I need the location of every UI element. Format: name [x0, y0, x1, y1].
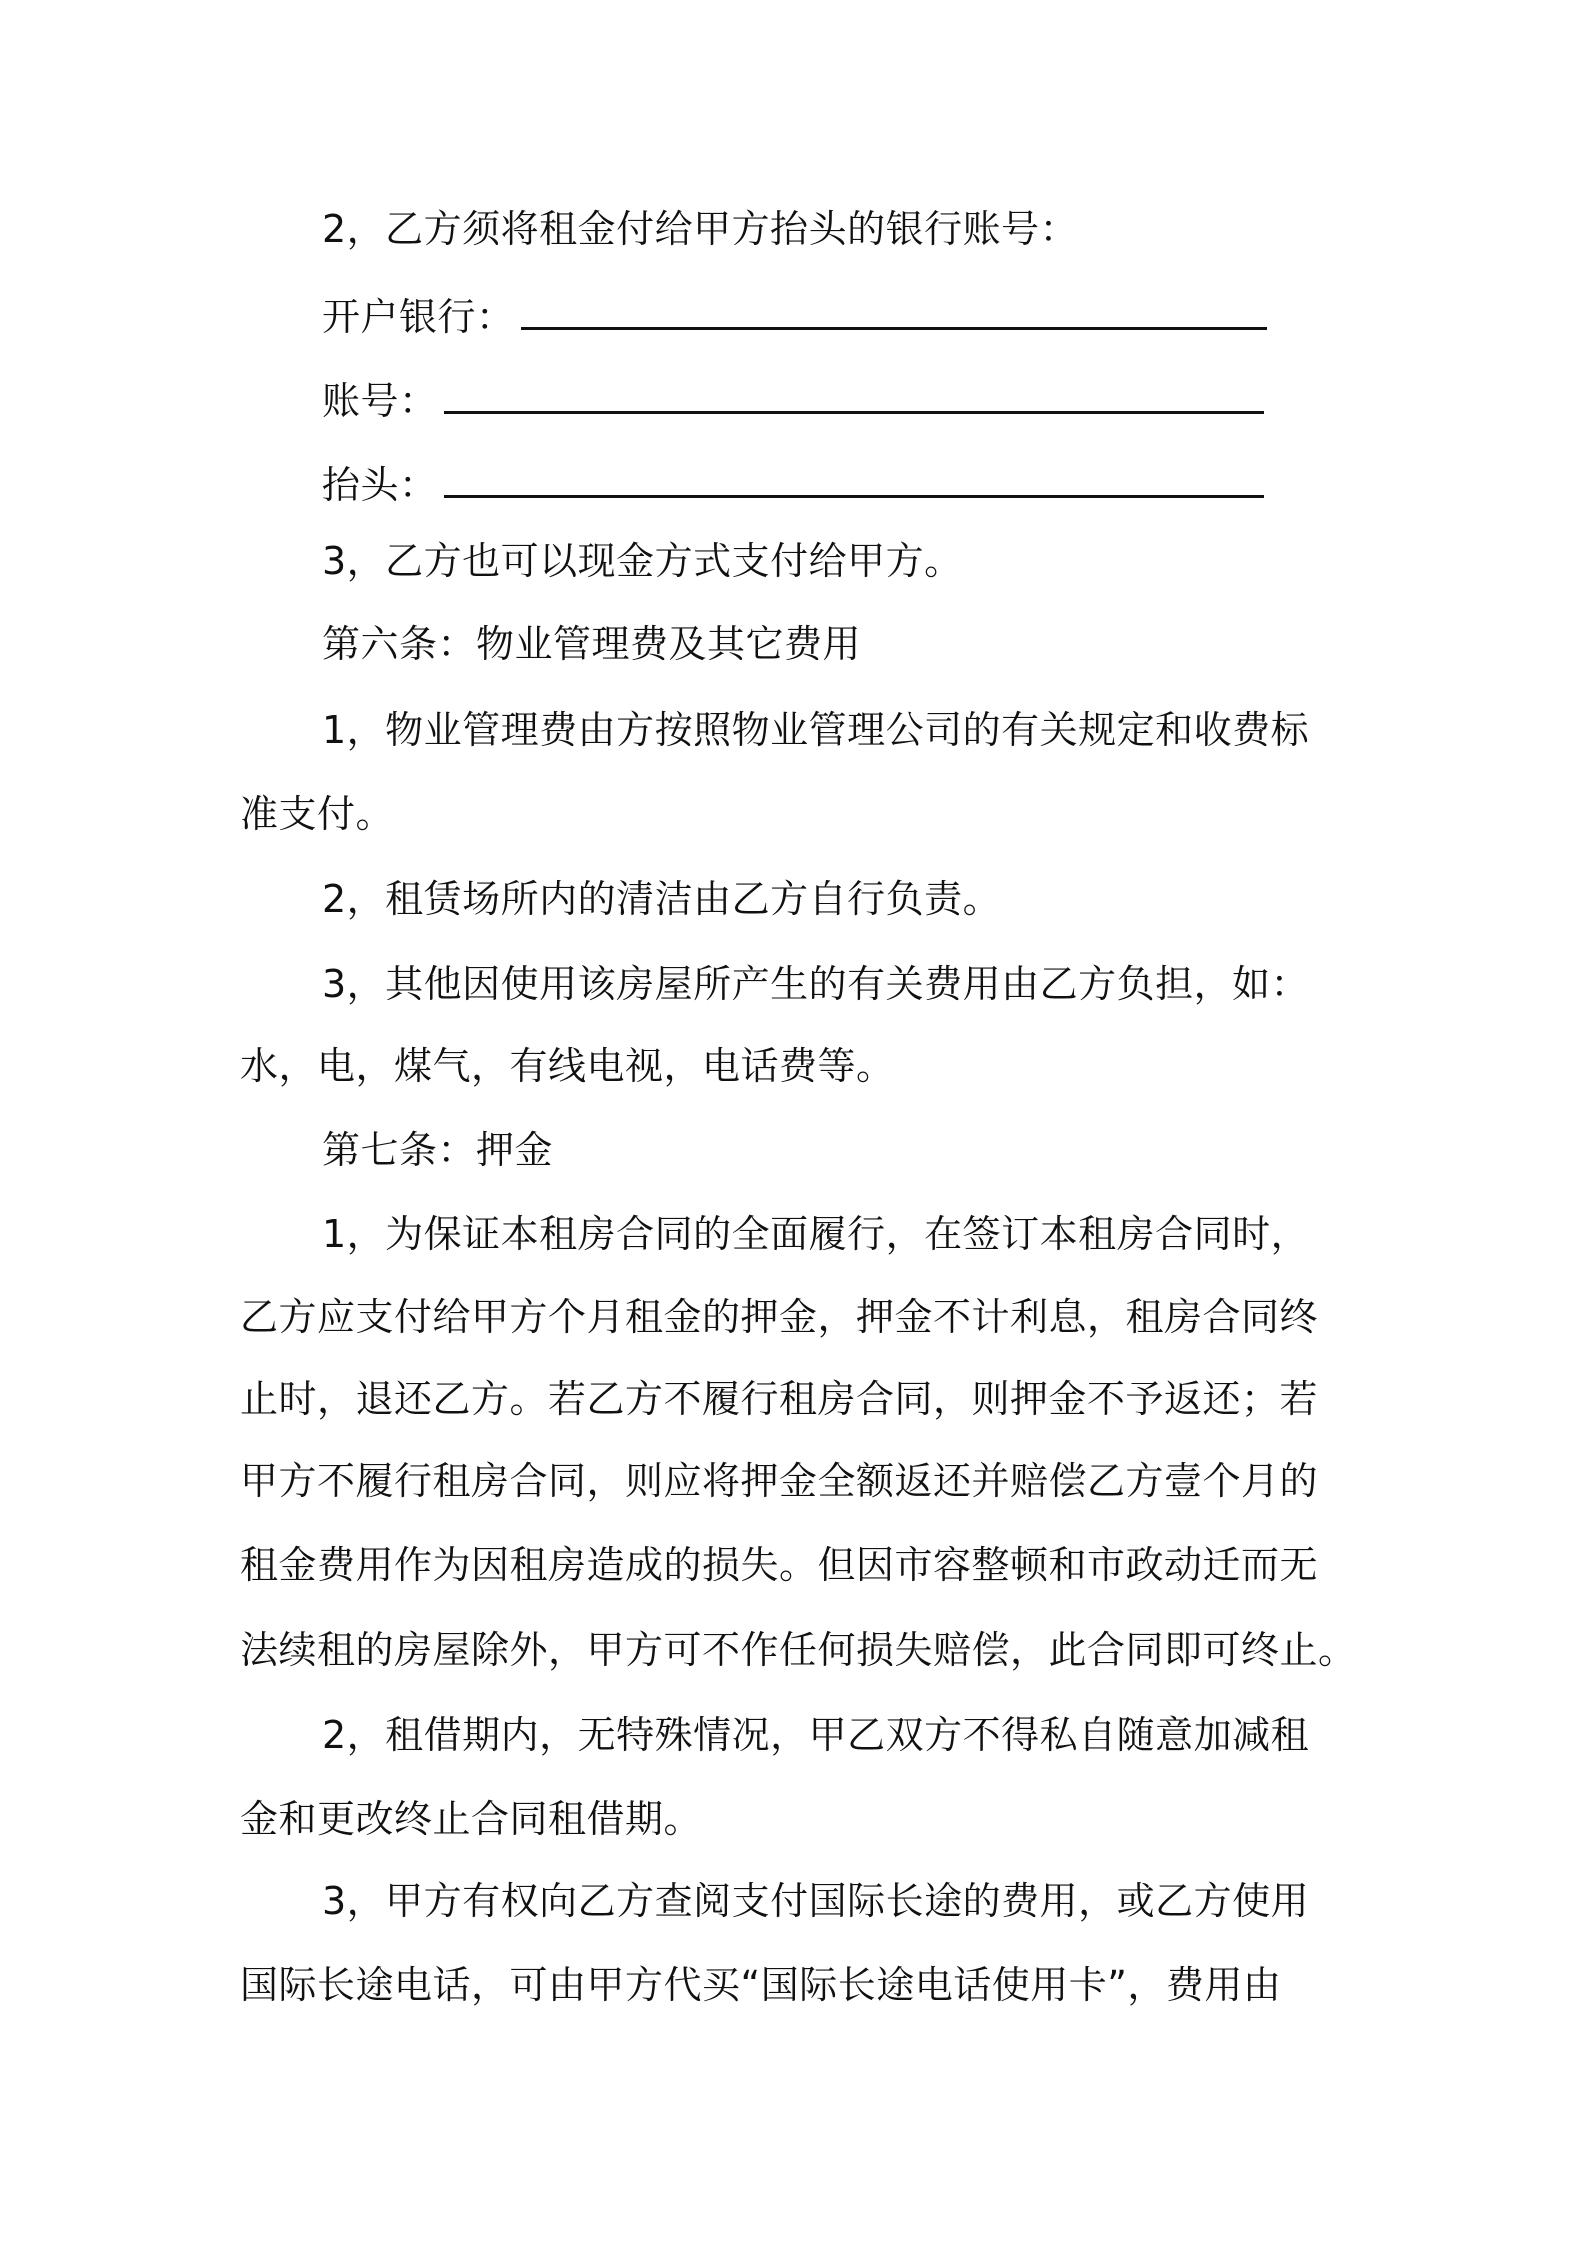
bank-blank	[521, 297, 1267, 330]
account-field	[322, 377, 1442, 425]
article-6-item-2: 2，租赁场所内的清洁由乙方自行负责。	[322, 877, 1002, 921]
article-7-item-2-line-1: 2，租借期内，无特殊情况，甲乙双方不得私自随意加减租	[322, 1713, 1310, 1757]
bank-label: 开户银行：	[322, 295, 515, 339]
article-7-item-1-line-1: 1，为保证本租房合同的全面履行，在签订本租房合同时，	[322, 1212, 1310, 1256]
article-6-item-3-line-2: 水，电，煤气，有线电视，电话费等。	[240, 1044, 895, 1088]
clause-5-item-2: 2，乙方须将租金付给甲方抬头的银行账号：	[322, 207, 1079, 251]
article-6-heading: 第六条：物业管理费及其它费用	[322, 622, 862, 666]
article-6-item-1-line-1: 1，物业管理费由方按照物业管理公司的有关规定和收费标	[322, 708, 1310, 752]
article-6-item-1-line-2: 准支付。	[240, 792, 395, 836]
article-7-item-1-line-6: 法续租的房屋除外，甲方可不作任何损失赔偿，此合同即可终止。	[240, 1628, 1357, 1672]
article-7-item-2-line-2: 金和更改终止合同租借期。	[240, 1797, 703, 1841]
article-7-item-3-line-1: 3，甲方有权向乙方查阅支付国际长途的费用，或乙方使用	[322, 1879, 1310, 1923]
account-label: 账号：	[322, 379, 438, 423]
account-blank	[444, 381, 1264, 414]
bank-field	[322, 293, 1442, 341]
article-7-item-1-line-5: 租金费用作为因租房造成的损失。但因市容整顿和市政动迁而无	[240, 1543, 1319, 1587]
article-7-item-1-line-3: 止时，退还乙方。若乙方不履行租房合同，则押金不予返还；若	[240, 1377, 1319, 1421]
payee-field	[322, 461, 1442, 509]
article-6-item-3-line-1: 3，其他因使用该房屋所产生的有关费用由乙方负担，如：	[322, 962, 1310, 1006]
article-7-heading: 第七条：押金	[322, 1128, 554, 1172]
article-7-item-1-line-4: 甲方不履行租房合同，则应将押金全额返还并赔偿乙方壹个月的	[240, 1459, 1319, 1503]
payee-label: 抬头：	[322, 463, 438, 507]
payee-blank	[444, 465, 1264, 498]
clause-5-item-3: 3，乙方也可以现金方式支付给甲方。	[322, 539, 963, 583]
article-7-item-1-line-2: 乙方应支付给甲方个月租金的押金，押金不计利息，租房合同终	[240, 1295, 1319, 1339]
article-7-item-3-line-2: 国际长途电话，可由甲方代买“国际长途电话使用卡”，费用由	[240, 1963, 1282, 2007]
